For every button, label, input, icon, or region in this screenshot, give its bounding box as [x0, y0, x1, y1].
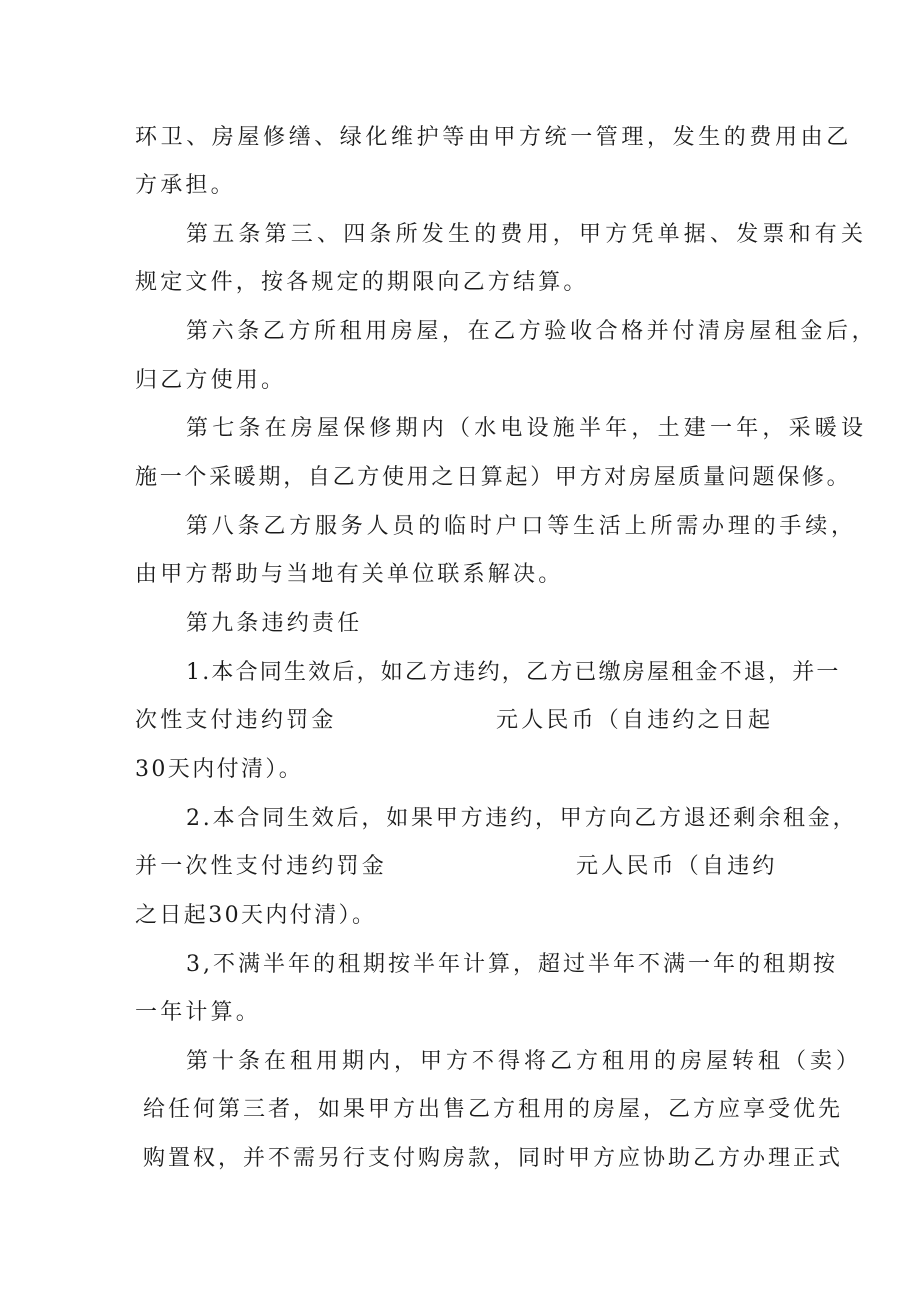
- text-line: 第九条违约责任: [186, 611, 363, 636]
- text-line: 规定文件，按各规定的期限向乙方结算。: [135, 270, 589, 295]
- text-line: 1.本合同生效后，如乙方违约，乙方已缴房屋租金不退，并一: [186, 660, 841, 685]
- text-line: 第五条第三、四条所发生的费用，甲方凭单据、发票和有关: [186, 222, 868, 247]
- text-line: 2.本合同生效后，如果甲方违约，甲方向乙方退还剩余租金，: [186, 806, 858, 831]
- text-line: 之日起30天内付清）。: [135, 903, 377, 928]
- text-line: 3,不满半年的租期按半年计算，超过半年不满一年的租期按: [186, 952, 838, 977]
- text-line: 施一个采暖期，自乙方使用之日算起）甲方对房屋质量问题保修。: [135, 465, 852, 490]
- text-line: 由甲方帮助与当地有关单位联系解决。: [135, 562, 564, 587]
- text-line: 次性支付违约罚金: [135, 708, 337, 733]
- text-line: 元人民币（自违约之日起: [496, 708, 774, 733]
- text-line: 环卫、房屋修缮、绿化维护等由甲方统一管理，发生的费用由乙: [135, 125, 852, 150]
- text-line: 归乙方使用。: [135, 368, 287, 393]
- text-line: 一年计算。: [135, 1000, 262, 1025]
- text-line: 第六条乙方所租用房屋，在乙方验收合格并付清房屋租金后，: [186, 319, 878, 344]
- text-line: 第七条在房屋保修期内（水电设施半年，土建一年，采暖设: [186, 416, 868, 441]
- text-line: 方承担。: [135, 173, 236, 198]
- text-line: 元人民币（自违约: [576, 854, 778, 879]
- text-line: 购置权，并不需另行支付购房款，同时甲方应协助乙方办理正式: [143, 1146, 844, 1171]
- text-line: 并一次性支付违约罚金: [135, 854, 388, 879]
- text-line: 第十条在租用期内，甲方不得将乙方租用的房屋转租（卖）: [186, 1049, 863, 1074]
- text-line: 第八条乙方服务人员的临时户口等生活上所需办理的手续，: [186, 514, 857, 539]
- text-line: 30天内付清）。: [135, 757, 304, 782]
- text-line: 给任何第三者，如果甲方出售乙方租用的房屋，乙方应享受优先: [143, 1097, 844, 1122]
